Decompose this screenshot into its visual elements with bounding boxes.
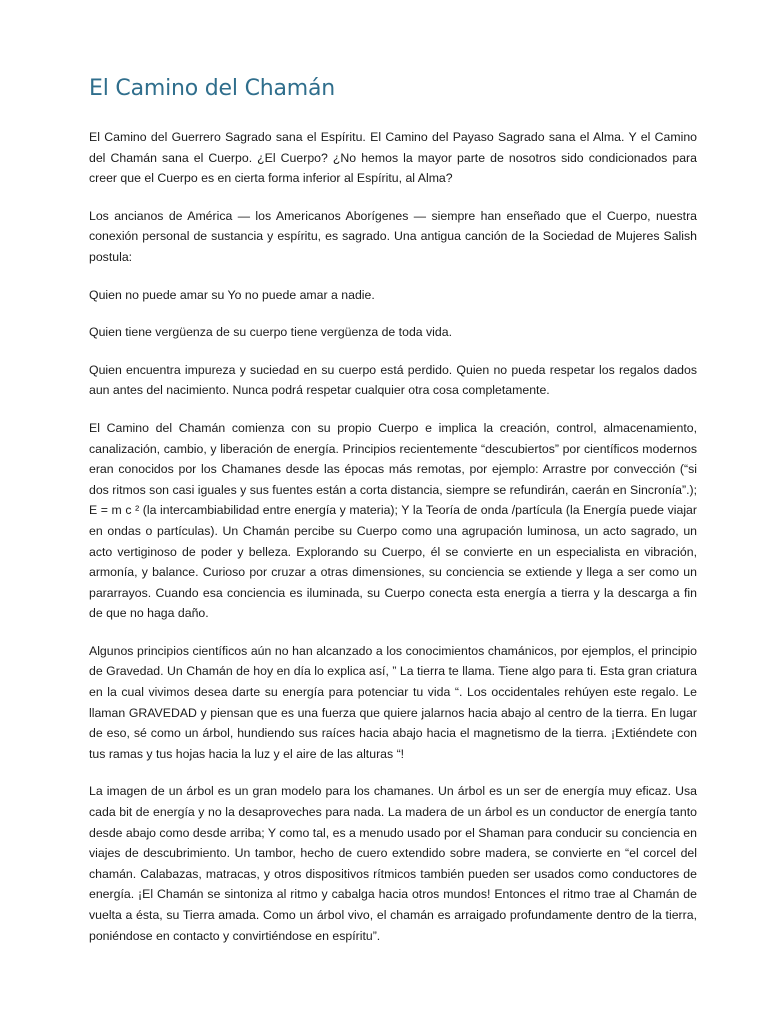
paragraph: La imagen de un árbol es un gran modelo para los chamanes. Un árbol es un ser de energía muy eficaz. Usa cada bit de energía y no la desaproveches para nada. La madera de un árbol es un conductor de energía tanto desde abajo como desde arriba; Y como tal, es a menudo usado por el Shaman para conducir su conciencia en viajes de descubrimiento. Un tambor, hecho de cuero extendido sobre madera, se convierte en “el corcel del chamán. Calabazas, matracas, y otros dispositivos rítmicos también pueden ser usados como conductores de energía. ¡El Chamán se sintoniza al ritmo y cabalga hacia otros mundos! Entonces el ritmo trae al Chamán de vuelta a ésta, su Tierra amada. Como un árbol vivo, el chamán es arraigado profundamente dentro de la tierra, poniéndose en contacto y convirtiéndose en espíritu”. — [89, 784, 697, 943]
paragraph: El Camino del Guerrero Sagrado sana el Espíritu. El Camino del Payaso Sagrado sana el Alma. Y el Camino del Chamán sana el Cuerpo. ¿El Cuerpo? ¿No hemos la mayor parte de nosotros sido condicionados para creer que el Cuerpo es en cierta forma inferior al Espíritu, al Alma? — [89, 130, 697, 186]
paragraph: Los ancianos de América — los Americanos Aborígenes — siempre han enseñado que el Cuerpo, nuestra conexión personal de sustancia y espíritu, es sagrado. Una antigua canción de la Sociedad de Mujeres Salish postula: — [89, 208, 697, 264]
paragraph: Algunos principios científicos aún no han alcanzado a los conocimientos chamánicos, por ejemplos, el principio de Gravedad. Un Chamán de hoy en día lo explica así, ” La tierra te llama. Tiene algo para ti. Esta gran criatura en la cual vivimos desea darte su energía para potenciar tu vida “. Los occidentales rehúyen este regalo. Le llaman GRAVEDAD y piensan que es una fuerza que quiere jalarnos hacia abajo al centro de la tierra. En lugar de eso, sé como un árbol, hundiendo sus raíces hacia abajo hacia el magnetismo de la tierra. ¡Extiéndete con tus ramas y tus hojas hacia la luz y el aire de las alturas “! — [89, 643, 697, 761]
document-title: El Camino del Chamán — [89, 76, 336, 101]
paragraph: Quien no puede amar su Yo no puede amar a nadie. — [89, 287, 375, 302]
paragraph: Quien tiene vergüenza de su cuerpo tiene vergüenza de toda vida. — [89, 325, 453, 340]
document-page — [89, 76, 697, 963]
paragraph: El Camino del Chamán comienza con su propio Cuerpo e implica la creación, control, almacenamiento, canalización, cambio, y liberación de energía. Principios recientemente “descubiertos” por científicos modernos eran conocidos por los Chamanes desde las épocas más remotas, por ejemplo: Arrastre por convección (“si dos ritmos son casi iguales y sus fuentes están a corta distancia, siempre se refundirán, caerán en Sincronía”.); E = m c ² (la intercambiabilidad entre energía y materia); Y la Teoría de onda /partícula (la Energía puede viajar en ondas o partículas). Un Chamán percibe su Cuerpo como una agrupación luminosa, un acto sagrado, un acto vertiginoso de poder y belleza. Explorando su Cuerpo, él se convierte en un especialista en vibración, armonía, y balance. Curioso por cruzar a otras dimensiones, su conciencia se extiende y llega a ser como un pararrayos. Cuando esa conciencia es iluminada, su Cuerpo conecta esta energía a tierra y la descarga a fin de que no haga daño. — [89, 420, 697, 621]
paragraph: Quien encuentra impureza y suciedad en su cuerpo está perdido. Quien no pueda respetar los regalos dados aun antes del nacimiento. Nunca podrá respetar cualquier otra cosa completamente. — [89, 362, 697, 398]
